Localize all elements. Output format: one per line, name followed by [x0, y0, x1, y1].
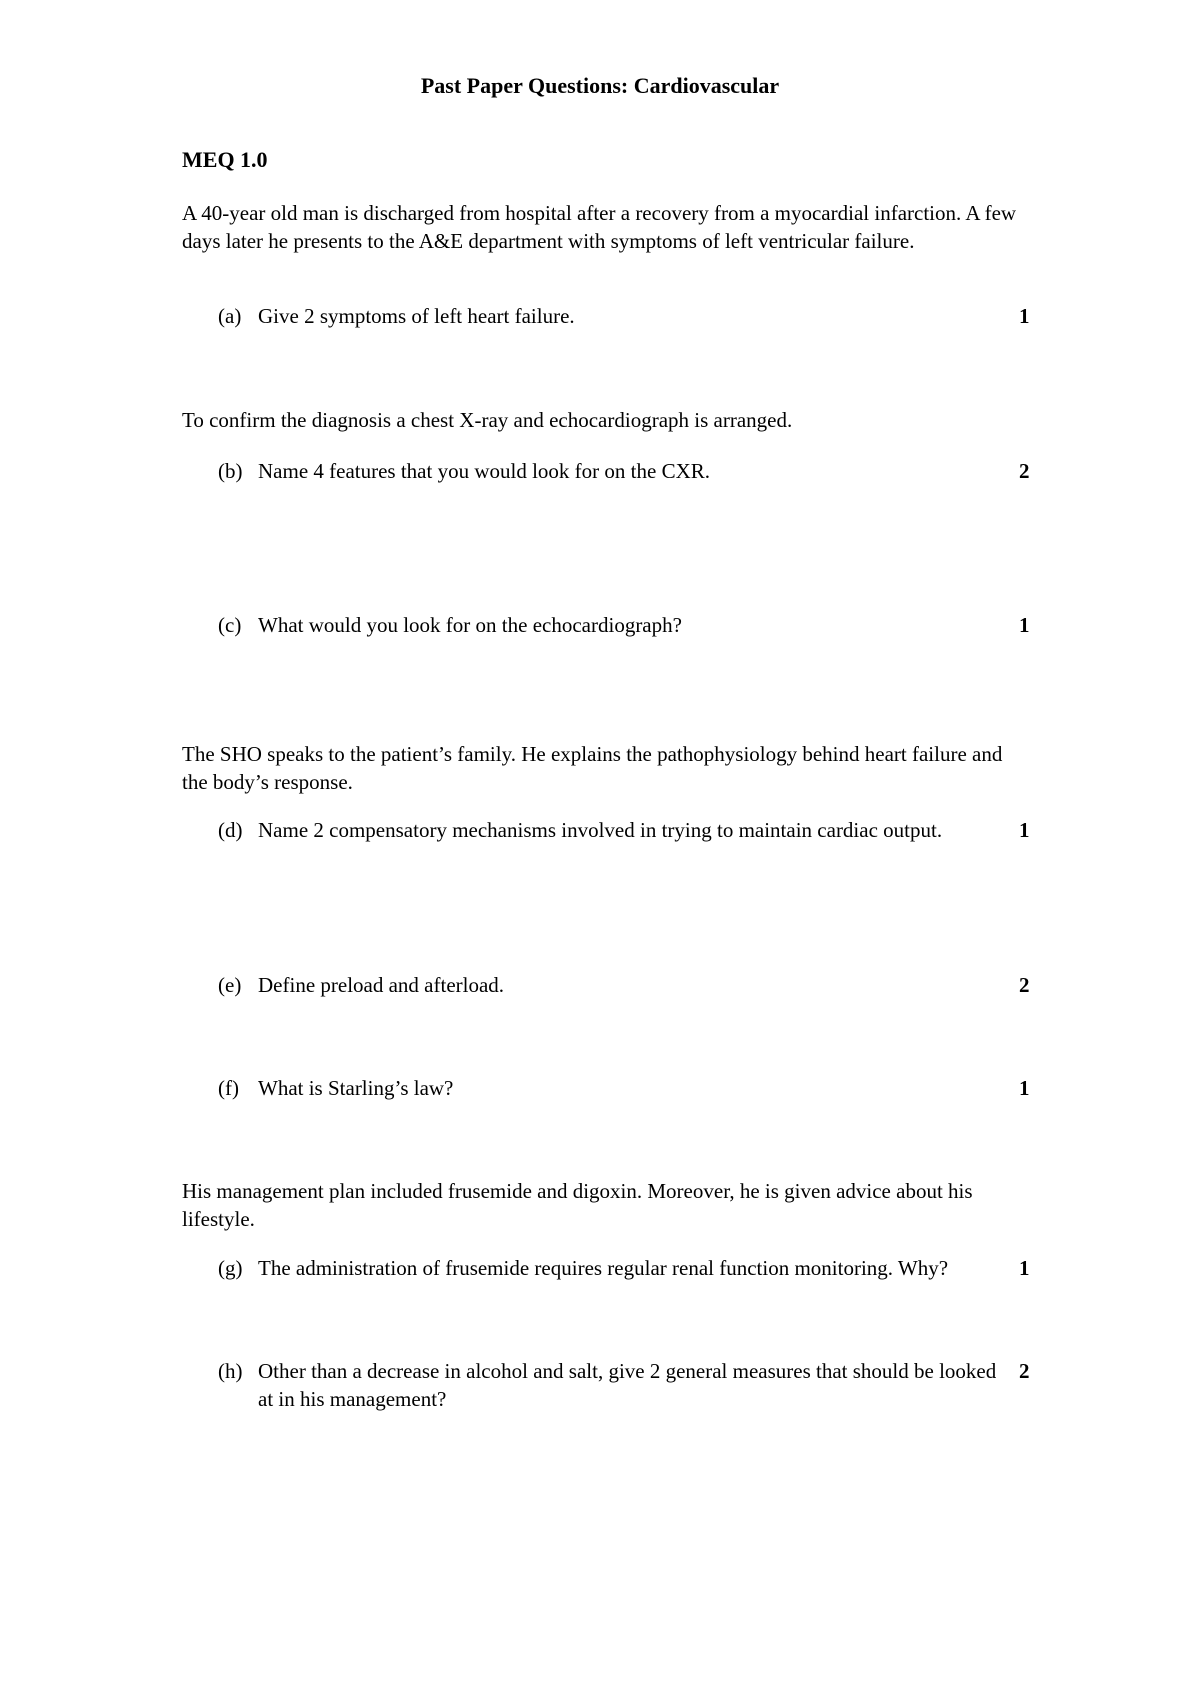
question-marks: 1 — [1019, 304, 1030, 328]
page-title: Past Paper Questions: Cardiovascular — [420, 73, 780, 98]
question-label: (h) — [218, 1359, 243, 1383]
family-paragraph: The SHO speaks to the patient’s family. He explains the pathophysiology behind heart failure and the body’s response. — [182, 742, 1003, 794]
intro-paragraph: A 40-year old man is discharged from hospital after a recovery from a myocardial infarction. A few days later he presents to the A&E department with symptoms of left ventricular failure. — [182, 201, 1017, 253]
question-label: (f) — [218, 1076, 239, 1100]
question-label: (a) — [218, 304, 242, 328]
question-marks: 1 — [1019, 1256, 1030, 1280]
question-label: (e) — [218, 973, 242, 997]
question-text: Define preload and afterload. — [258, 973, 505, 997]
section-heading: MEQ 1.0 — [182, 147, 268, 172]
question-marks: 2 — [1019, 459, 1030, 483]
question-marks: 1 — [1019, 818, 1030, 842]
question-text: The administration of frusemide requires regular renal function monitoring. Why? — [258, 1256, 949, 1280]
question-text: What is Starling’s law? — [258, 1076, 454, 1100]
question-label: (d) — [218, 818, 243, 842]
question-label: (g) — [218, 1256, 243, 1280]
management-paragraph: His management plan included frusemide and digoxin. Moreover, he is given advice about his lifestyle. — [182, 1179, 973, 1231]
question-label: (b) — [218, 459, 243, 483]
question-text: Give 2 symptoms of left heart failure. — [258, 304, 575, 328]
question-marks: 2 — [1019, 1359, 1030, 1383]
question-text: Name 4 features that you would look for on the CXR. — [258, 459, 710, 483]
question-marks: 1 — [1019, 613, 1030, 637]
question-text: Other than a decrease in alcohol and salt, give 2 general measures that should be looked at in his management? — [258, 1359, 997, 1411]
question-marks: 1 — [1019, 1076, 1030, 1100]
question-text: Name 2 compensatory mechanisms involved in trying to maintain cardiac output. — [258, 818, 943, 842]
question-marks: 2 — [1019, 973, 1030, 997]
question-label: (c) — [218, 613, 242, 637]
diagnosis-paragraph: To confirm the diagnosis a chest X-ray and echocardiograph is arranged. — [182, 408, 793, 432]
question-text: What would you look for on the echocardiograph? — [258, 613, 682, 637]
